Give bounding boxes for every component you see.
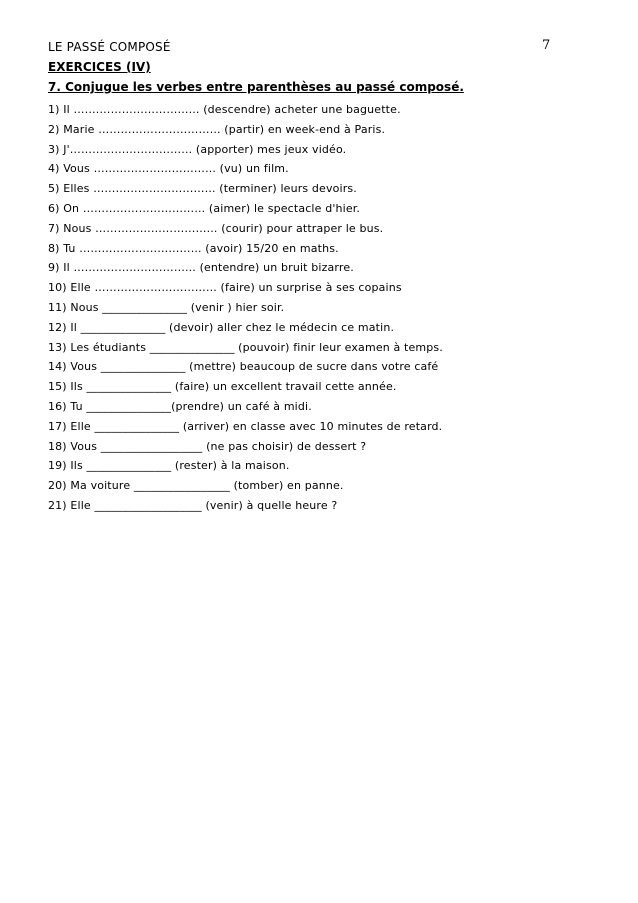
exercise-list: [48, 100, 443, 516]
exercise-item-17: 17) Elle _______________ (arriver) en classe avec 10 minutes de retard.: [48, 419, 443, 433]
exercise-item-13: 13) Les étudiants _______________ (pouvoir) finir leur examen à temps.: [48, 340, 443, 354]
exercise-item-5: 5) Elles …………………………... (terminer) leurs devoirs.: [48, 182, 357, 196]
exercise-item-10: 10) Elle …………………………... (faire) un surprise à ses copains: [48, 281, 402, 295]
exercise-item-8: 8) Tu …………………………... (avoir) 15/20 en maths.: [48, 241, 339, 255]
exercise-item-9: 9) Il …………………………... (entendre) un bruit bizarre.: [48, 261, 354, 275]
exercise-item-20: 20) Ma voiture _________________ (tomber) en panne.: [48, 479, 344, 493]
exercise-item-12: 12) Il _______________ (devoir) aller chez le médecin ce matin.: [48, 320, 395, 334]
exercise-item-11: 11) Nous _______________ (venir ) hier soir.: [48, 300, 285, 314]
exercise-item-4: 4) Vous …………………………... (vu) un film.: [48, 162, 289, 176]
exercise-item-21: 21) Elle ___________________ (venir) à quelle heure ?: [48, 498, 338, 512]
section-title: EXERCICES (IV): [48, 60, 151, 74]
exercise-item-6: 6) On …………………………... (aimer) le spectacle d'hier.: [48, 201, 361, 215]
exercise-item-18: 18) Vous __________________ (ne pas choisir) de dessert ?: [48, 439, 367, 453]
exercise-instruction: 7. Conjugue les verbes entre parenthèses au passé composé.: [48, 80, 464, 94]
exercise-item-16: 16) Tu _______________(prendre) un café à midi.: [48, 399, 312, 413]
exercise-item-7: 7) Nous …………………………... (courir) pour attraper le bus.: [48, 221, 384, 235]
exercise-item-3: 3) J'…………………………... (apporter) mes jeux vidéo.: [48, 142, 347, 156]
page-number: 7: [542, 38, 551, 53]
exercise-item-1: 1) Il …….……………………... (descendre) acheter une baguette.: [48, 103, 401, 116]
exercise-item-2: 2) Marie …………………………... (partir) en week-end à Paris.: [48, 122, 386, 136]
exercise-item-14: 14) Vous _______________ (mettre) beaucoup de sucre dans votre café: [48, 360, 439, 374]
page-header-title: LE PASSÉ COMPOSÉ: [48, 40, 171, 54]
exercise-item-15: 15) Ils _______________ (faire) un excellent travail cette année.: [48, 380, 397, 394]
exercise-item-19: 19) Ils _______________ (rester) à la maison.: [48, 459, 290, 473]
